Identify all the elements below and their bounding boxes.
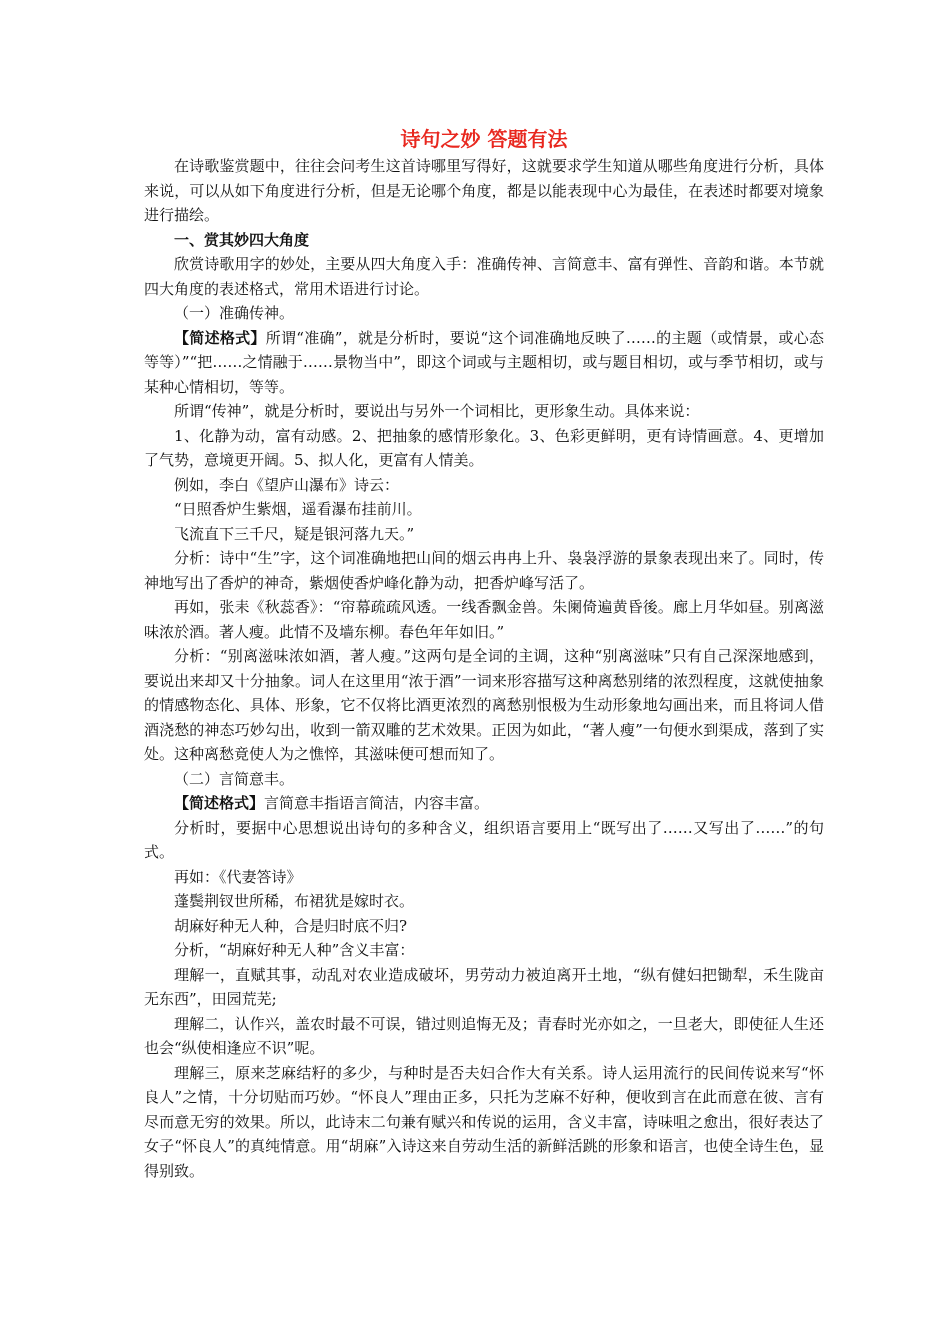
format-label: 【简述格式】 <box>174 328 266 347</box>
paragraph-format <box>144 326 824 400</box>
paragraph: 欣赏诗歌用字的妙处，主要从四大角度入手：准确传神、言简意丰、富有弹性、音韵和谐。本节就四大角度的表述格式，常用术语进行讨论。 <box>144 255 824 298</box>
paragraph: 分析：“别离滋味浓如酒，著人瘦。”这两句是全词的主调，这种“别离滋味”只有自己深深地感到，要说出来却又十分抽象。词人在这里用“浓于酒”一词来形容描写这种离愁别绪的浓烈程度，这就使抽象的情感物态化、具体、形象，它不仅将比酒更浓烈的离愁别恨极为生动形象地勾画出来，而且将词人借酒浇愁的神态巧妙勾出，收到一箭双雕的艺术效果。正因为如此，“著人瘦”一句便水到渠成，落到了实处。这种离愁竟使人为之憔悴，其滋味便可想而知了。 <box>144 647 824 763</box>
format-text: 所谓“准确”，就是分析时，要说“这个词准确地反映了……的主题（或情景，或心态等等）”“把……之情融于……景物当中”，即这个词或与主题相切，或与题目相切，或与季节相切，或与某种心情相切，等等。 <box>144 328 824 396</box>
paragraph: 例如，李白《望庐山瀑布》诗云： <box>174 475 400 494</box>
format-text: 言简意丰指语言简洁，内容丰富。 <box>264 794 490 812</box>
format-label: 【简述格式】 <box>174 794 265 812</box>
paragraph: 分析，“胡麻好种无人种”含义丰富： <box>174 941 415 959</box>
paragraph-format <box>144 791 824 816</box>
paragraph: 理解二，认作兴，盖农时最不可误，错过则追悔无及；青春时光亦如之，一旦老大，即使征人生还也会“纵使相逢应不识”呢。 <box>144 1014 824 1057</box>
poem-line: 胡麻好种无人种，合是归时底不归? <box>174 916 408 935</box>
poem-line: 蓬鬓荆钗世所稀，布裙犹是嫁时衣。 <box>174 892 415 910</box>
poem-line: 飞流直下三千尺，疑是银河落九天。” <box>174 524 415 543</box>
paragraph: 1、化静为动，富有动感。2、把抽象的感情形象化。3、色彩更鲜明，更有诗情画意。4、更增加了气势，意境更开阔。5、拟人化，更富有人情美。 <box>144 426 824 469</box>
paragraph: 分析时，要据中心思想说出诗句的多种含义，组织语言要用上“既写出了……又写出了……”的句式。 <box>144 818 824 861</box>
paragraph: 所谓“传神”，就是分析时，要说出与另外一个词相比，更形象生动。具体来说： <box>174 402 700 420</box>
document-title: 诗句之妙 答题有法 <box>400 127 568 151</box>
intro-paragraph: 在诗歌鉴赏题中，往往会问考生这首诗哪里写得好，这就要求学生知道从哪些角度进行分析，具体来说，可以从如下角度进行分析，但是无论哪个角度，都是以能表现中心为最佳，在表述时都要对境象进行描绘。 <box>144 157 824 224</box>
paragraph: 分析：诗中“生”字，这个词准确地把山间的烟云冉冉上升、袅袅浮游的景象表现出来了。同时，传神地写出了香炉的神奇，紫烟使香炉峰化静为动，把香炉峰写活了。 <box>144 549 824 592</box>
paragraph: 再如：《代妻答诗》 <box>174 867 302 886</box>
subsection-heading: （一）准确传神。 <box>174 304 295 322</box>
section-heading: 一、赏其妙四大角度 <box>174 230 310 249</box>
paragraph: 再如，张耒《秋蕊香》：“帘幕疏疏风透。一线香飘金兽。朱阑倚遍黄昏後。廊上月华如昼。别离滋味浓於酒。著人瘦。此情不及墙东柳。春色年年如旧。” <box>144 598 824 641</box>
paragraph: 理解三，原来芝麻结籽的多少，与种时是否夫妇合作大有关系。诗人运用流行的民间传说来写“怀良人”之情，十分切贴而巧妙。“怀良人”理由正多，只托为芝麻不好种，便收到言在此而意在彼、言有尽而意无穷的效果。所以，此诗末二句兼有赋兴和传说的运用，含义丰富，诗味咀之愈出，很好表达了女子“怀良人”的真纯情意。用“胡麻”入诗这来自劳动生活的新鲜活跳的形象和语言，也使全诗生色，显得别致。 <box>144 1063 824 1180</box>
poem-line: “日照香炉生紫烟，遥看瀑布挂前川。 <box>174 500 422 518</box>
subsection-heading: （二）言简意丰。 <box>174 769 295 788</box>
document-page <box>144 124 824 1183</box>
paragraph: 理解一，直赋其事，动乱对农业造成破坏，男劳动力被迫离开土地，“纵有健妇把锄犁，禾生陇亩无东西”，田园荒芜; <box>144 965 824 1008</box>
